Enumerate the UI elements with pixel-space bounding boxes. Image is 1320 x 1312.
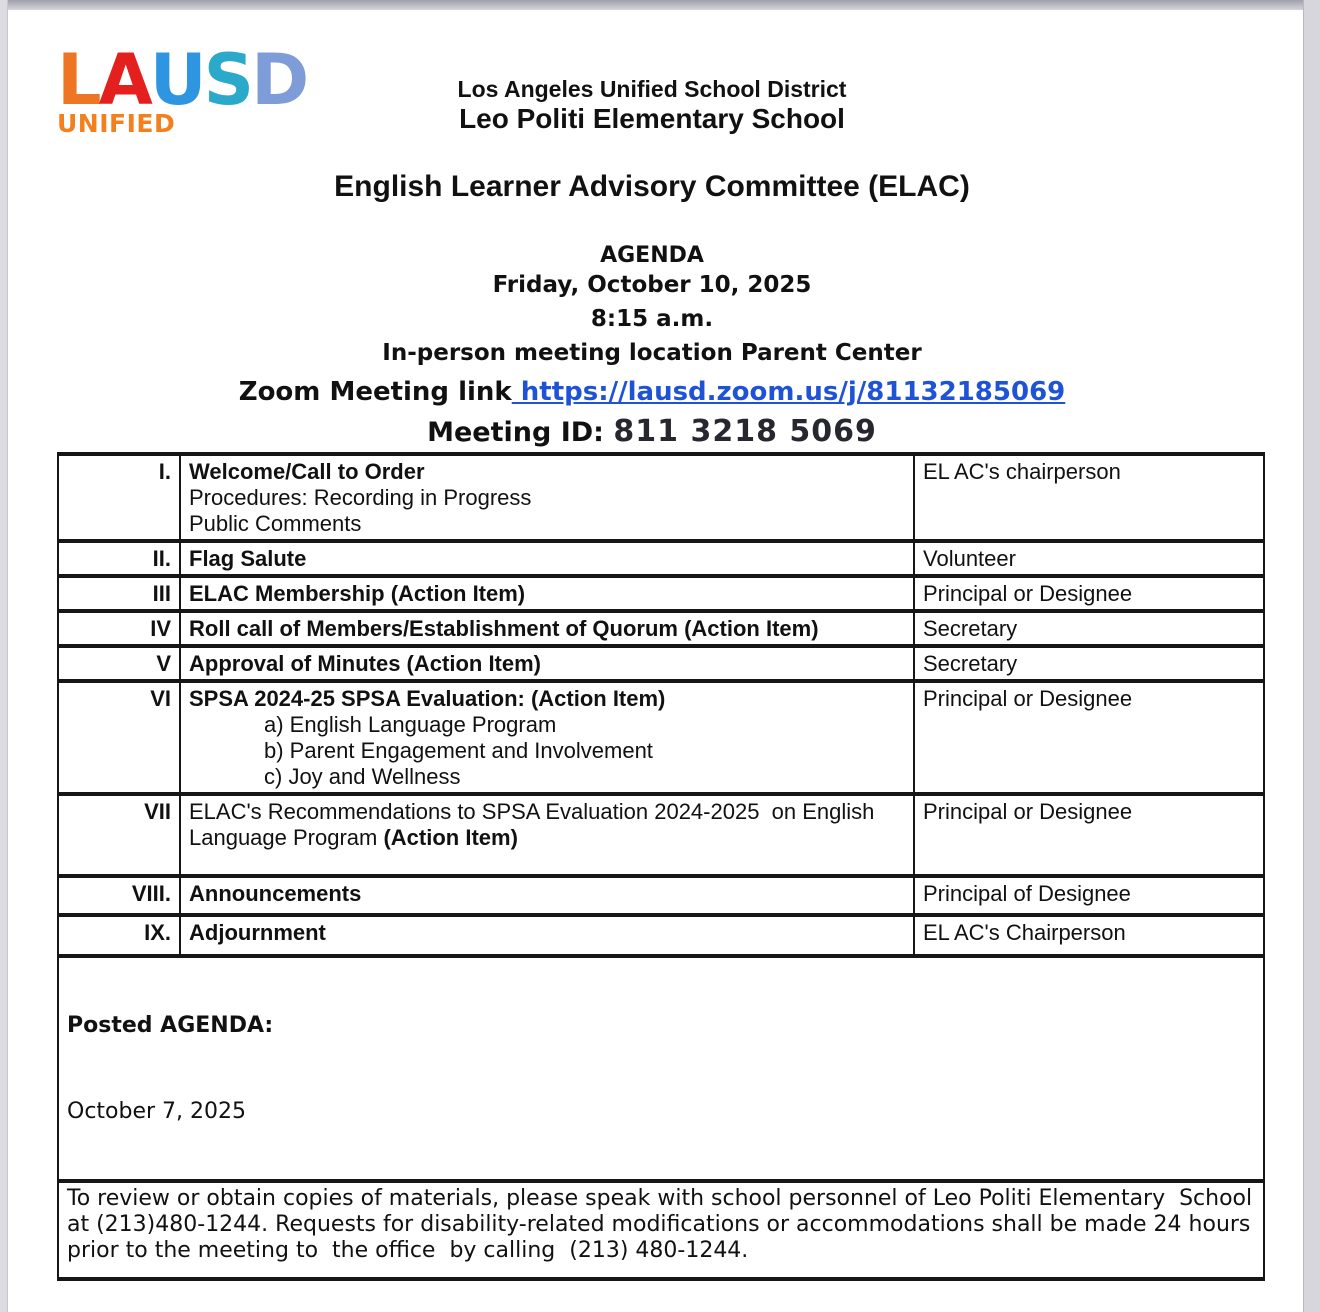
table-row <box>58 646 1264 681</box>
table-row <box>58 794 1264 876</box>
item-numeral: IX. <box>58 915 180 956</box>
table-row <box>58 576 1264 611</box>
presenter-cell: Principal or Designee <box>914 576 1264 611</box>
logo-letter: U <box>149 39 204 121</box>
meeting-location: In-person meeting location Parent Center <box>382 340 922 366</box>
logo-letter: L <box>57 39 99 121</box>
item-numeral: VII <box>58 794 180 876</box>
item-numeral: III <box>58 576 180 611</box>
meeting-id-line <box>0 414 1304 449</box>
item-sublist-entry: a) English Language Program <box>264 712 557 737</box>
item-cell <box>180 681 914 794</box>
presenter-cell: Volunteer <box>914 541 1264 576</box>
item-title: Adjournment <box>180 915 914 956</box>
logo-letter: S <box>203 39 252 121</box>
logo-letter: A <box>98 39 150 121</box>
item-title: Flag Salute <box>180 541 914 576</box>
meeting-time: 8:15 a.m. <box>590 306 714 332</box>
logo-letter: D <box>251 39 307 121</box>
presenter-cell: Secretary <box>914 646 1264 681</box>
item-title: Welcome/Call to Order <box>189 459 425 484</box>
item-cell <box>180 454 914 541</box>
meeting-id-value: 811 3218 5069 <box>613 414 877 449</box>
presenter-cell: Secretary <box>914 611 1264 646</box>
presenter-cell: Principal of Designee <box>914 876 1264 915</box>
item-title: ELAC Membership (Action Item) <box>180 576 914 611</box>
zoom-link-label: Zoom Meeting link <box>238 377 512 407</box>
agenda-table <box>57 452 1265 1281</box>
item-numeral: VI <box>58 681 180 794</box>
meeting-id-label: Meeting ID: <box>427 417 604 448</box>
item-sublist-entry: b) Parent Engagement and Involvement <box>264 738 653 763</box>
table-row <box>58 541 1264 576</box>
presenter-cell: Principal or Designee <box>914 794 1264 876</box>
item-title: Approval of Minutes (Action Item) <box>180 646 914 681</box>
scan-edge-right <box>1303 0 1320 1312</box>
committee-title: English Learner Advisory Committee (ELAC) <box>334 170 970 203</box>
accessibility-notice: To review or obtain copies of materials, please speak with school personnel of Leo Politi Elementary School at (213)480-1244. Requests for disability-related modifications or accommodations shall be made 24 hours prior to the meeting to the office by calling (213) 480-1244. <box>58 1181 1264 1279</box>
item-title: Roll call of Members/Establishment of Quorum (Action Item) <box>180 611 914 646</box>
meeting-date: Friday, October 10, 2025 <box>492 272 812 298</box>
item-title: Announcements <box>180 876 914 915</box>
presenter-cell: Principal or Designee <box>914 681 1264 794</box>
posted-agenda-label: Posted AGENDA: <box>67 1013 274 1038</box>
table-row <box>58 681 1264 794</box>
item-title: SPSA 2024-25 SPSA Evaluation: (Action Item) <box>189 686 666 711</box>
item-numeral: IV <box>58 611 180 646</box>
scan-edge-top <box>0 0 1320 10</box>
presenter-cell: EL AC's Chairperson <box>914 915 1264 956</box>
item-numeral: VIII. <box>58 876 180 915</box>
table-row <box>58 611 1264 646</box>
presenter-cell: EL AC's chairperson <box>914 454 1264 541</box>
zoom-link-line <box>0 377 1304 407</box>
item-numeral: I. <box>58 454 180 541</box>
posted-agenda-cell <box>58 956 1264 1181</box>
item-subline: Public Comments <box>189 511 362 536</box>
accessibility-notice-row <box>58 1181 1264 1279</box>
item-text: ELAC's Recommendations to SPSA Evaluation 2024-2025 on English Language Program <box>189 799 881 850</box>
table-row <box>58 454 1264 541</box>
item-subline: Procedures: Recording in Progress <box>189 485 532 510</box>
item-text-bold: (Action Item) <box>383 825 518 850</box>
agenda-label: AGENDA <box>600 243 704 268</box>
item-sublist-entry: c) Joy and Wellness <box>264 764 461 789</box>
posted-agenda-row <box>58 956 1264 1181</box>
item-numeral: II. <box>58 541 180 576</box>
table-row <box>58 876 1264 915</box>
table-row <box>58 915 1264 956</box>
posted-agenda-date: October 7, 2025 <box>67 1099 247 1124</box>
item-numeral: V <box>58 646 180 681</box>
district-title: Los Angeles Unified School District <box>457 76 847 102</box>
zoom-meeting-link[interactable]: https://lausd.zoom.us/j/81132185069 <box>511 377 1066 407</box>
item-cell <box>180 794 914 876</box>
school-title: Leo Politi Elementary School <box>459 103 845 134</box>
lausd-logo-unified: UNIFIED <box>57 109 176 139</box>
